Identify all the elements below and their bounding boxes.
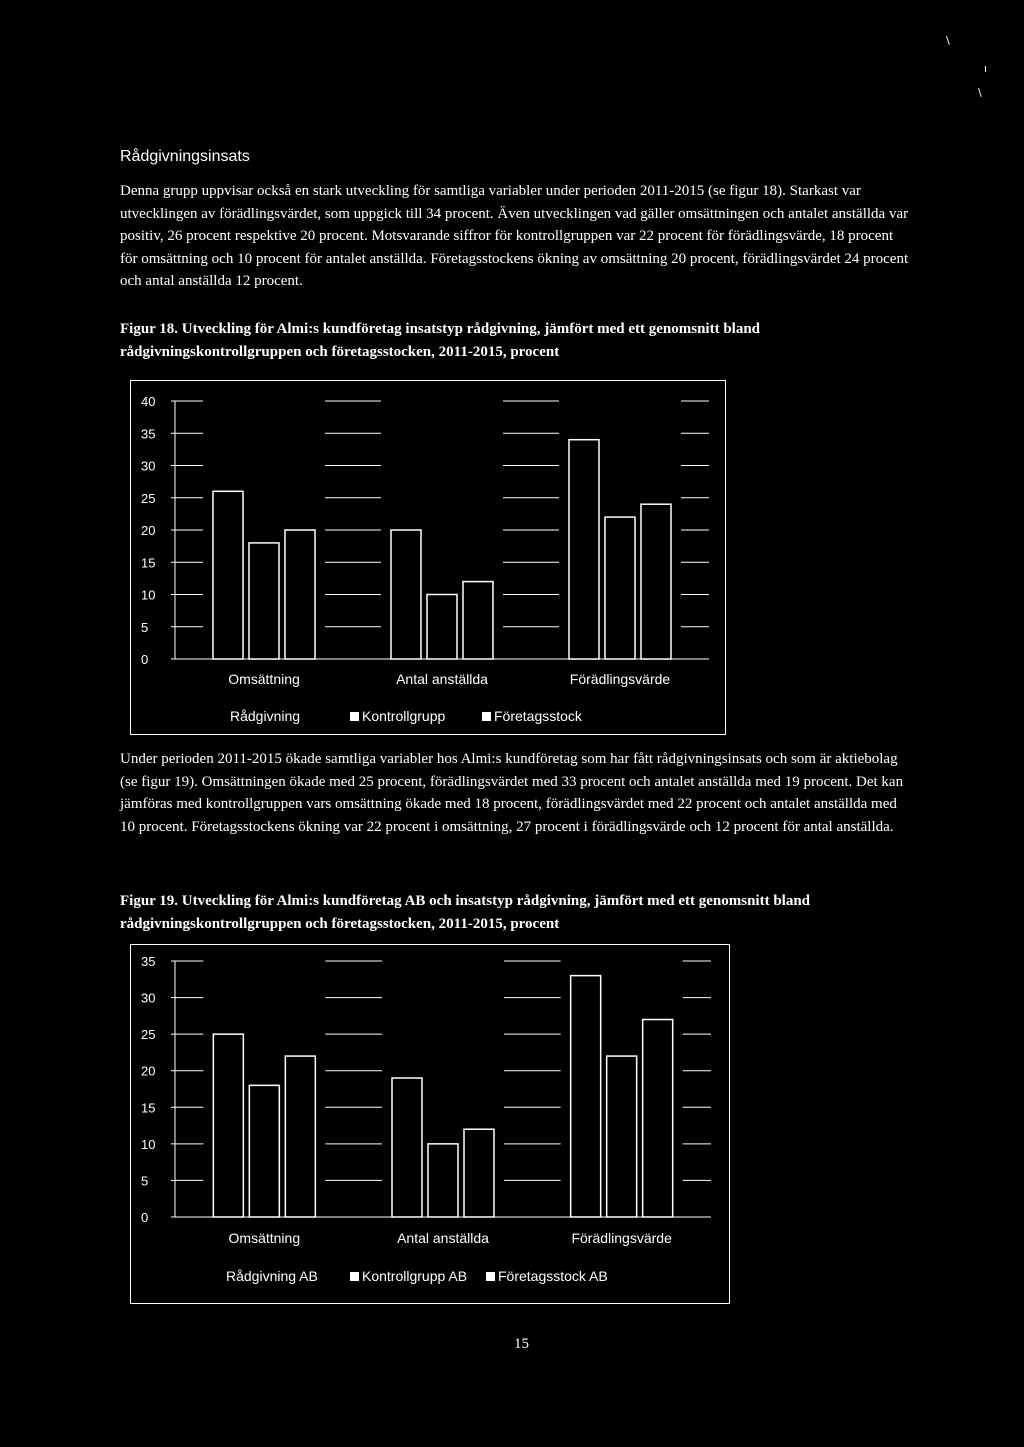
bar — [641, 504, 671, 659]
body-paragraph: Denna grupp uppvisar också en stark utveckling för samtliga variabler under perioden 2011-2015 (se figur 18). Starkast var utvecklingen av förädlingsvärdet, som uppgick till 34 procent. Även utvecklingen vad gäller omsättningen och antalet anställda var positiv, 26 procent respektive 20 procent. Motsvarande siffror för kontrollgruppen var 22 procent för förädlingsvärde, 18 procent för omsättning och 10 procent för antalet anställda. Företagsstockens ökning av omsättning 20 procent, förädlingsvärdet 24 procent och antal anställda 12 procent. — [120, 183, 909, 289]
y-tick-label: 35 — [141, 954, 156, 969]
legend-swatch — [482, 712, 491, 721]
y-tick-label: 5 — [141, 619, 149, 635]
x-category-label: Antal anställda — [397, 1230, 489, 1246]
bar — [213, 491, 243, 659]
bar — [285, 1056, 315, 1217]
y-tick-label: 20 — [141, 1063, 156, 1079]
y-tick-label: 25 — [141, 1027, 156, 1043]
bar — [427, 595, 457, 660]
figure-19-caption: Figur 19. Utveckling för Almi:s kundföretag AB och insatstyp rådgivning, jämfört med ett genomsnitt bland rådgivningskontrollgruppen och företagsstocken, 2011-2015, procent — [120, 893, 811, 932]
y-tick-label: 35 — [141, 426, 156, 442]
figure-19-chart — [130, 944, 730, 1304]
legend-label: Företagsstock — [494, 708, 582, 724]
bar — [463, 582, 493, 659]
bar — [605, 517, 635, 659]
x-category-label: Förädlingsvärde — [569, 671, 671, 687]
x-category-label: Förädlingsvärde — [571, 1230, 672, 1246]
figure-18-chart — [130, 380, 726, 735]
y-tick-label: 40 — [141, 394, 156, 409]
bar — [285, 530, 315, 659]
bar — [607, 1056, 637, 1217]
bar — [428, 1144, 458, 1217]
x-category-label: Antal anställda — [396, 671, 488, 687]
legend-label: Företagsstock AB — [498, 1268, 608, 1284]
body-paragraph: Under perioden 2011-2015 ökade samtliga variabler hos Almi:s kundföretag som har fått rådgivningsinsats och som är aktiebolag (se figur 19). Omsättningen ökade med 25 procent, förädlingsvärdet med 33 procent och antalet anställda med 19 procent. Det kan jämföras med kontrollgruppen vars omsättning ökade med 18 procent, förädlingsvärdet med 22 procent och antalet anställda med 10 procent. Företagsstockens ökning var 22 procent i omsättning, 27 procent i förädlingsvärde och 12 procent för antal anställda. — [120, 751, 904, 835]
legend-swatch — [350, 712, 359, 721]
y-tick-label: 30 — [141, 990, 156, 1006]
bar — [391, 530, 421, 659]
section-heading: Rådgivningsinsats — [120, 148, 250, 165]
y-tick-label: 10 — [141, 587, 156, 603]
legend-swatch — [350, 1272, 359, 1281]
legend-label: Rådgivning — [230, 708, 301, 724]
x-category-label: Omsättning — [228, 671, 300, 687]
bar — [569, 440, 599, 659]
y-tick-label: 15 — [141, 1100, 156, 1116]
x-category-label: Omsättning — [228, 1230, 301, 1246]
y-tick-label: 0 — [141, 1210, 149, 1225]
y-tick-label: 10 — [141, 1136, 156, 1152]
legend-label: Rådgivning AB — [226, 1268, 318, 1284]
bar — [571, 976, 601, 1217]
legend-label: Kontrollgrupp — [362, 708, 446, 724]
page-number: 15 — [514, 1336, 529, 1352]
y-tick-label: 30 — [141, 458, 156, 474]
legend-swatch — [486, 1272, 495, 1281]
scan-mark: \ — [946, 34, 950, 47]
y-tick-label: 20 — [141, 523, 156, 538]
scan-mark: \ — [978, 86, 982, 99]
figure-18-caption: Figur 18. Utveckling för Almi:s kundföretag insatstyp rådgivning, jämfört med ett genomsnitt bland rådgivningskontrollgruppen och företagsstocken, 2011-2015, procent — [120, 321, 761, 360]
scan-mark: ı — [984, 62, 988, 75]
figure-19-chart-svg — [131, 945, 729, 1303]
bar — [643, 1020, 673, 1217]
legend-label: Kontrollgrupp AB — [362, 1268, 468, 1284]
y-tick-label: 0 — [141, 652, 149, 667]
y-tick-label: 15 — [141, 555, 156, 571]
bar — [249, 543, 279, 659]
bar — [392, 1078, 422, 1217]
bar — [464, 1129, 494, 1217]
y-tick-label: 25 — [141, 490, 156, 506]
bar — [213, 1034, 243, 1217]
y-tick-label: 5 — [141, 1173, 149, 1189]
bar — [249, 1085, 279, 1217]
figure-18-chart-svg — [131, 381, 725, 734]
